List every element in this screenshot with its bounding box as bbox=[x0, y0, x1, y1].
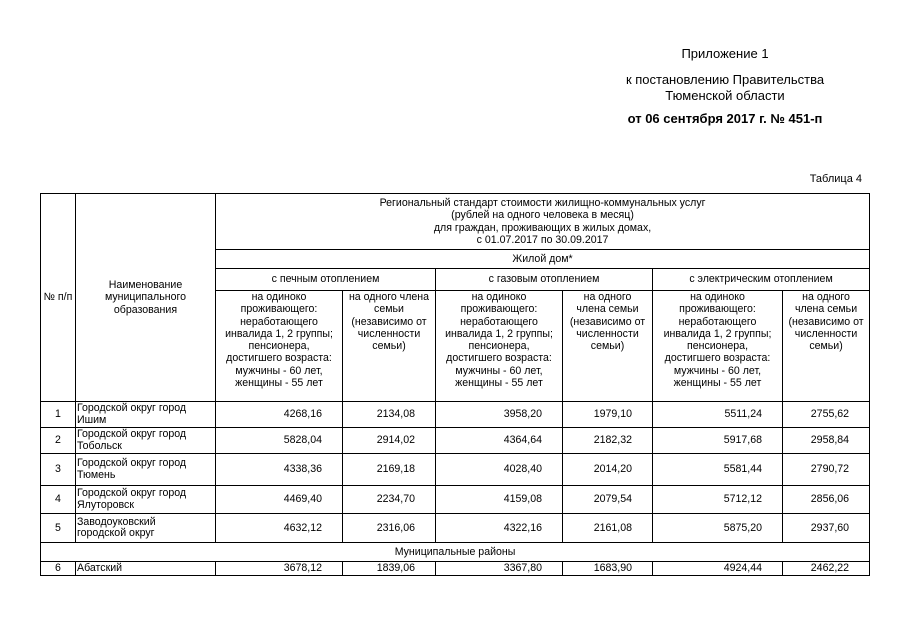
table-row bbox=[41, 454, 870, 486]
section-label: Муниципальные районы bbox=[41, 543, 870, 562]
row-number: 6 bbox=[41, 562, 76, 576]
cost-value: 4159,08 bbox=[436, 486, 563, 514]
row-number: 5 bbox=[41, 514, 76, 543]
region-label: Тюменской области bbox=[665, 88, 785, 103]
table-row bbox=[41, 402, 870, 428]
sub-single-electric: на одиноко проживающего: неработающего инвалида 1, 2 группы; пенсионера, достигшего возраста: мужчины - 60 лет, женщины - 55 лет bbox=[653, 291, 783, 402]
cost-value: 5712,12 bbox=[653, 486, 783, 514]
cost-value: 1839,06 bbox=[343, 562, 436, 576]
resolution-date-number: от 06 сентября 2017 г. № 451-п bbox=[627, 111, 823, 126]
table-number: Таблица 4 bbox=[809, 173, 862, 185]
cost-value: 4028,40 bbox=[436, 454, 563, 486]
table-row bbox=[41, 428, 870, 454]
heating-gas-header: с газовым отоплением bbox=[436, 269, 653, 291]
cost-value: 2462,22 bbox=[783, 562, 870, 576]
cost-value: 4268,16 bbox=[216, 402, 343, 428]
cost-value: 5511,24 bbox=[653, 402, 783, 428]
municipality-name: Городской округ город Тюмень bbox=[76, 454, 216, 486]
sub-member-electric: на одного члена семьи (независимо от численности семьи) bbox=[783, 291, 870, 402]
cost-value: 2755,62 bbox=[783, 402, 870, 428]
cost-value: 3367,80 bbox=[436, 562, 563, 576]
cost-value: 2134,08 bbox=[343, 402, 436, 428]
resolution-label: к постановлению Правительства bbox=[625, 72, 825, 87]
cost-value: 4469,40 bbox=[216, 486, 343, 514]
cost-value: 3958,20 bbox=[436, 402, 563, 428]
cost-value: 2937,60 bbox=[783, 514, 870, 543]
cost-value: 4364,64 bbox=[436, 428, 563, 454]
cost-value: 2856,06 bbox=[783, 486, 870, 514]
row-number: 4 bbox=[41, 486, 76, 514]
row-number: 1 bbox=[41, 402, 76, 428]
municipality-name: Городской округ город Тобольск bbox=[76, 428, 216, 454]
cost-value: 5917,68 bbox=[653, 428, 783, 454]
heating-stove-header: с печным отоплением bbox=[216, 269, 436, 291]
cost-value: 2234,70 bbox=[343, 486, 436, 514]
cost-value: 1979,10 bbox=[563, 402, 653, 428]
cost-value: 2958,84 bbox=[783, 428, 870, 454]
cost-value: 4322,16 bbox=[436, 514, 563, 543]
municipality-name: Городской округ город Ялуторовск bbox=[76, 486, 216, 514]
cost-value: 2014,20 bbox=[563, 454, 653, 486]
cost-value: 5875,20 bbox=[653, 514, 783, 543]
standard-cost-table bbox=[40, 193, 870, 576]
sub-single-stove: на одиноко проживающего: неработающего инвалида 1, 2 группы; пенсионера, достигшего возраста: мужчины - 60 лет, женщины - 55 лет bbox=[216, 291, 343, 402]
cost-value: 5581,44 bbox=[653, 454, 783, 486]
table-row bbox=[41, 562, 870, 576]
appendix-label: Приложение 1 bbox=[681, 46, 769, 61]
cost-value: 4632,12 bbox=[216, 514, 343, 543]
cost-value: 4924,44 bbox=[653, 562, 783, 576]
sub-single-gas: на одиноко проживающего: неработающего инвалида 1, 2 группы; пенсионера, достигшего возраста: мужчины - 60 лет, женщины - 55 лет bbox=[436, 291, 563, 402]
col-number-header: № п/п bbox=[41, 194, 76, 402]
cost-value: 5828,04 bbox=[216, 428, 343, 454]
table-row bbox=[41, 514, 870, 543]
cost-value: 2182,32 bbox=[563, 428, 653, 454]
cost-value: 2079,54 bbox=[563, 486, 653, 514]
cost-value: 3678,12 bbox=[216, 562, 343, 576]
standard-title: Региональный стандарт стоимости жилищно-коммунальных услуг (рублей на одного человека в месяц) для граждан, проживающих в жилых домах, с 01.07.2017 по 30.09.2017 bbox=[216, 194, 870, 250]
cost-value: 1683,90 bbox=[563, 562, 653, 576]
cost-value: 2790,72 bbox=[783, 454, 870, 486]
heating-electric-header: с электрическим отоплением bbox=[653, 269, 870, 291]
house-type-header: Жилой дом* bbox=[216, 250, 870, 269]
cost-value: 4338,36 bbox=[216, 454, 343, 486]
cost-value: 2914,02 bbox=[343, 428, 436, 454]
table-row bbox=[41, 486, 870, 514]
row-number: 3 bbox=[41, 454, 76, 486]
cost-value: 2316,06 bbox=[343, 514, 436, 543]
section-row bbox=[41, 543, 870, 562]
cost-value: 2161,08 bbox=[563, 514, 653, 543]
row-number: 2 bbox=[41, 428, 76, 454]
municipality-name: Городской округ город Ишим bbox=[76, 402, 216, 428]
col-name-header: Наименование муниципального образования bbox=[76, 194, 216, 402]
sub-member-gas: на одного члена семьи (независимо от численности семьи) bbox=[563, 291, 653, 402]
municipality-name: Абатский bbox=[76, 562, 216, 576]
cost-value: 2169,18 bbox=[343, 454, 436, 486]
municipality-name: Заводоуковский городской округ bbox=[76, 514, 216, 543]
sub-member-stove: на одного члена семьи (независимо от численности семьи) bbox=[343, 291, 436, 402]
